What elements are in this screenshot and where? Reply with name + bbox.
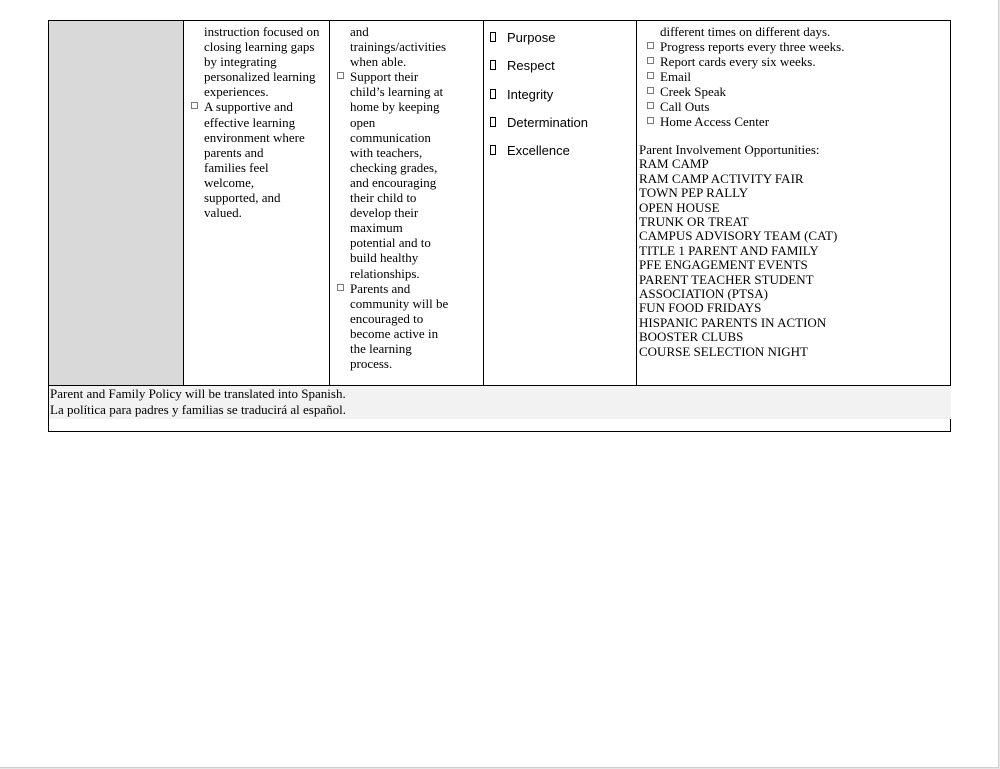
communication-item: Email bbox=[639, 69, 949, 84]
involvement-item: OPEN HOUSE bbox=[639, 199, 720, 215]
column-divider bbox=[183, 21, 184, 385]
involvement-item: CAMPUS ADVISORY TEAM (CAT) bbox=[639, 228, 838, 244]
bullet-item: A supportive and effective learning environment where parents and families feel welcome, supported, and valued. bbox=[190, 99, 330, 220]
translation-note-spanish: La política para padres y familias se traducirá al español. bbox=[50, 402, 346, 417]
involvement-heading: Parent Involvement Opportunities: bbox=[639, 142, 820, 157]
column-divider bbox=[483, 21, 484, 385]
communication-item: Call Outs bbox=[639, 99, 949, 114]
involvement-item: FUN FOOD FRIDAYS bbox=[639, 300, 762, 316]
checkbox-icon bbox=[490, 32, 496, 42]
bullet-box-icon bbox=[647, 42, 654, 49]
checkbox-icon bbox=[490, 89, 496, 99]
involvement-item: RAM CAMP bbox=[639, 156, 709, 172]
involvement-item: PFE ENGAGEMENT EVENTS bbox=[639, 257, 808, 273]
value-item: Respect bbox=[490, 58, 630, 86]
communication-item: Creek Speak bbox=[639, 84, 949, 99]
communication-item: Home Access Center bbox=[639, 114, 949, 129]
bullet-box-icon bbox=[647, 57, 654, 64]
column-divider bbox=[636, 21, 637, 385]
involvement-item: BOOSTER CLUBS bbox=[639, 329, 744, 345]
bullet-box-icon bbox=[337, 284, 344, 291]
school-commitments-cell bbox=[190, 24, 330, 220]
value-item: Excellence bbox=[490, 143, 630, 171]
communication-item: Progress reports every three weeks. bbox=[639, 39, 949, 54]
value-item: Purpose bbox=[490, 30, 630, 58]
translation-note-english: Parent and Family Policy will be translated into Spanish. bbox=[50, 386, 346, 401]
value-item: Determination bbox=[490, 115, 630, 143]
bullet-box-icon bbox=[647, 72, 654, 79]
involvement-list bbox=[639, 143, 949, 359]
checkbox-icon bbox=[490, 60, 496, 70]
continued-text: and trainings/activities when able. bbox=[350, 24, 447, 70]
bullet-item: Parents and community will be encouraged to become active in the learning process. bbox=[336, 281, 482, 372]
involvement-item: TOWN PEP RALLY bbox=[639, 185, 749, 201]
continued-text: instruction focused on closing learning gaps by integrating personalized learning experiences. bbox=[204, 24, 320, 100]
bullet-item: Support their child’s learning at home by keeping open communication with teachers, checking grades, and encouraging their child to develop their maximum potential and to build healthy relationships. bbox=[336, 69, 482, 280]
values-cell bbox=[490, 30, 630, 171]
parent-commitments-cell bbox=[336, 24, 482, 371]
communication-cell: different times on different days. Progress reports every three weeks. Report cards every six weeks. Email Creek Speak Call Outs Home Access Center Parent Involvement Opportunities: RAM CAMP RAM CAMP ACTIVITY FAIR TOWN PEP RALLY OPEN HOUSE TRUNK OR TREAT CAMPUS ADVISORY TEAM (CAT) TITLE 1 PARENT AND FAMILY PFE ENGAGEMENT EVENTS PARENT TEACHER STUDENT ASSOCIATION (PTSA) FUN FOOD FRIDAYS HISPANIC PARENTS IN ACTION BOOSTER CLUBS COURSE SELECTION NIGHT bbox=[639, 24, 949, 359]
communication-item: Report cards every six weeks. bbox=[639, 54, 949, 69]
bullet-box-icon bbox=[647, 87, 654, 94]
policy-table bbox=[48, 20, 951, 432]
bullet-box-icon bbox=[337, 72, 344, 79]
bullet-box-icon bbox=[191, 102, 198, 109]
bullet-box-icon bbox=[647, 117, 654, 124]
involvement-item: RAM CAMP ACTIVITY FAIR bbox=[639, 170, 804, 186]
translation-note-row bbox=[49, 386, 951, 419]
gray-column-cell bbox=[49, 21, 183, 385]
value-item: Integrity bbox=[490, 87, 630, 115]
bullet-box-icon bbox=[647, 102, 654, 109]
involvement-item: COURSE SELECTION NIGHT bbox=[639, 343, 808, 359]
involvement-item: ASSOCIATION (PTSA) bbox=[639, 286, 768, 302]
involvement-item: TITLE 1 PARENT AND FAMILY bbox=[639, 242, 819, 258]
involvement-item: PARENT TEACHER STUDENT bbox=[639, 271, 814, 287]
involvement-item: HISPANIC PARENTS IN ACTION bbox=[639, 314, 827, 330]
involvement-item: TRUNK OR TREAT bbox=[639, 214, 749, 230]
checkbox-icon bbox=[490, 117, 496, 127]
checkbox-icon bbox=[490, 145, 496, 155]
